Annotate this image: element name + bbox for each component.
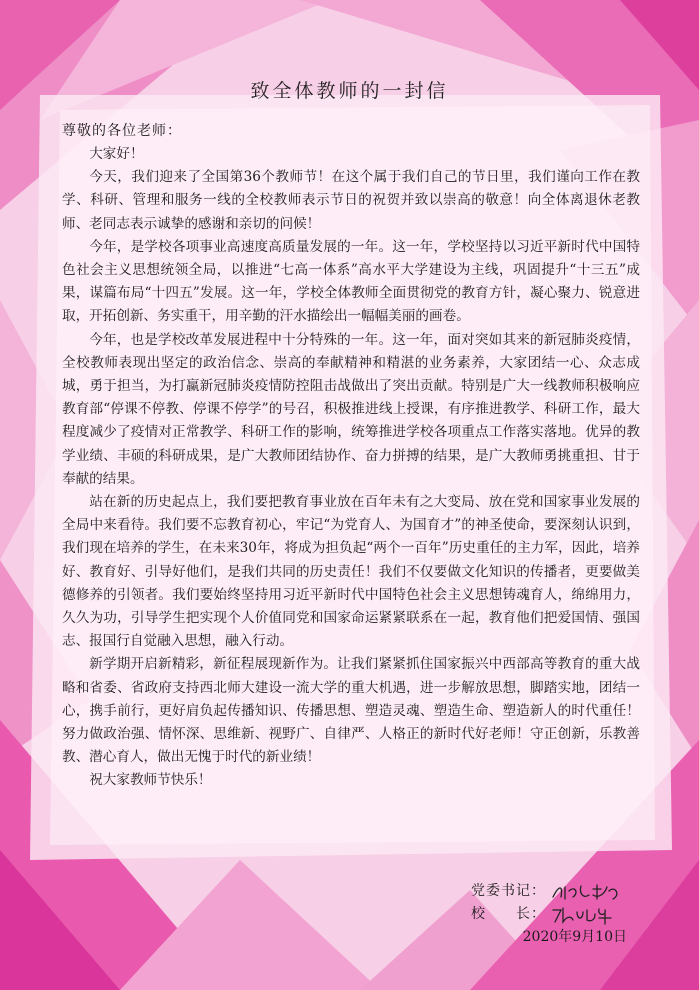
paragraph: 今年，也是学校改革发展进程中十分特殊的一年。这一年，面对突如其来的新冠肺炎疫情，全校教师表现出坚定的政治信念、崇高的奉献精神和精湛的业务素养，大家团结一心、众志成城，勇于担当，为打赢新冠肺炎疫情防控阻击战做出了突出贡献。特别是广大一线教师积极响应教育部“停课不停教、停课不停学”的号召，积极推进线上授课，有序推进教学、科研工作，最大程度减少了疫情对正常教学、科研工作的影响，统筹推进学校各项重点工作落实落地。优异的教学业绩、丰硕的科研成果，是广大教师团结协作、奋力拼搏的结果，是广大教师勇挑重担、甘于奉献的结果。: [62, 331, 640, 487]
salutation: 尊敬的各位老师：: [62, 123, 182, 139]
paragraph: 新学期开启新精彩，新征程展现新作为。让我们紧紧抓住国家振兴中西部高等教育的重大战略和省委、省政府支持西北师大建设一流大学的重大机遇，进一步解放思想，脚踏实地，团结一心，携手前行，更好肩负起传播知识、传播思想、塑造灵魂、塑造生命、塑造新人的时代重任！努力做政治强、情怀深、思维新、视野广、自律严、人格正的新时代好老师！守正创新，乐教善教、潜心育人，做出无愧于时代的新业绩！: [62, 656, 640, 766]
secretary-handwritten-signature: [549, 881, 625, 903]
secretary-label: 党委书记：: [471, 883, 546, 899]
president-signature-row: [471, 903, 631, 926]
letter-date: 2020年9月10日: [522, 929, 627, 945]
president-handwritten-signature: [549, 904, 625, 926]
page-title: 致全体教师的一封信: [250, 80, 449, 102]
president-label: 校 长：: [471, 906, 546, 922]
paragraph: 祝大家教师节快乐！: [89, 772, 212, 789]
paragraph: 今年，是学校各项事业高速度高质量发展的一年。这一年，学校坚持以习近平新时代中国特色社会主义思想统领全局，以推进“七高一体系”高水平大学建设为主线，巩固提升“十三五”成果，谋篇布局“十四五”发展。这一年，学校全体教师全面贯彻党的教育方针，凝心聚力、锐意进取，开拓创新、务实重干，用辛勤的汗水描绘出一幅幅美丽的画卷。: [62, 238, 640, 325]
signature-block: [471, 880, 631, 949]
paragraph: 今天，我们迎来了全国第36个教师节！在这个属于我们自己的节日里，我们谨向工作在教学、科研、管理和服务一线的全校教师表示节日的祝贺并致以崇高的敬意！向全体离退休老教师、老同志表示诚挚的感谢和亲切的问候！: [62, 169, 640, 232]
letter-body: [62, 143, 640, 793]
paragraph: 大家好！: [89, 146, 144, 162]
secretary-signature-row: [471, 880, 631, 903]
paragraph: 站在新的历史起点上，我们要把教育事业放在百年未有之大变局、放在党和国家事业发展的全局中来看待。我们要不忘教育初心，牢记“为党育人、为国育才”的神圣使命，要深刻认识到，我们现在培养的学生，在未来30年，将成为担负起“两个一百年”历史重任的主力军，因此，培养好、教育好、引导好他们，是我们共同的历史责任！我们不仅要做文化知识的传播者，更要做美德修养的引领者。我们要始终坚持用习近平新时代中国特色社会主义思想铸魂育人，绵绵用力，久久为功，引导学生把实现个人价值同党和国家命运紧紧联系在一起，教育他们把爱国情、强国志、报国行自觉融入思想，融入行动。: [62, 494, 640, 650]
